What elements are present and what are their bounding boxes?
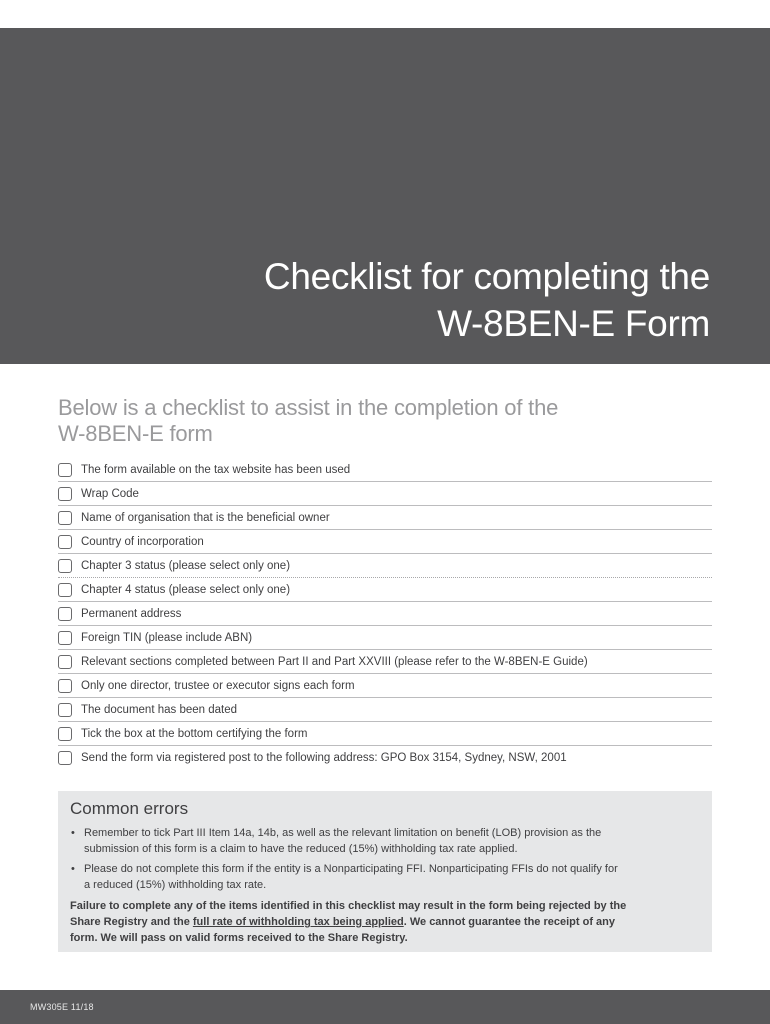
common-errors-list [70, 826, 702, 893]
footer-band [0, 990, 770, 1024]
common-error-item [70, 862, 702, 893]
checklist-item [58, 458, 712, 482]
checklist-item [58, 530, 712, 554]
checklist-item-label: Name of organisation that is the beneficial owner [81, 511, 330, 524]
checklist-item-label: The document has been dated [81, 703, 238, 716]
checklist-item [58, 698, 712, 722]
checklist-item-label: Chapter 4 status (please select only one) [81, 583, 291, 596]
failure-warning-line-1: Failure to complete any of the items identified in this checklist may result in the form being rejected by the [70, 900, 627, 912]
checklist-item [58, 722, 712, 746]
intro-line-2: W-8BEN-E form [58, 421, 213, 446]
failure-warning-line-2-end: . We cannot guarantee the receipt of any [403, 916, 616, 928]
checkbox[interactable] [58, 559, 72, 573]
common-errors-heading: Common errors [70, 799, 189, 818]
checklist-item [58, 578, 712, 602]
checkbox[interactable] [58, 607, 72, 621]
checklist-item [58, 674, 712, 698]
checklist-item [58, 554, 712, 578]
checkbox[interactable] [58, 631, 72, 645]
withholding-tax-emphasis: full rate of withholding tax being applied [192, 916, 404, 928]
common-error-line-2: a reduced (15%) withholding tax rate. [84, 878, 267, 891]
checklist-item [58, 506, 712, 530]
checkbox[interactable] [58, 679, 72, 693]
checklist-item-label: The form available on the tax website has been used [81, 463, 351, 476]
page-title-line-2: W-8BEN-E Form [437, 303, 710, 344]
common-error-line-1: Remember to tick Part III Item 14a, 14b, as well as the relevant limitation on benefit (LOB) provision as the [84, 827, 602, 839]
bullet-icon: • [71, 827, 75, 839]
common-error-line-2: submission of this form is a claim to have the reduced (15%) withholding tax rate applied. [84, 842, 518, 855]
intro-line-1: Below is a checklist to assist in the completion of the [58, 395, 559, 420]
checkbox[interactable] [58, 535, 72, 549]
failure-warning-line-3: form. We will pass on valid forms received to the Share Registry. [70, 932, 408, 944]
page-title [150, 253, 710, 347]
checklist-item-label: Only one director, trustee or executor signs each form [81, 679, 355, 692]
checkbox[interactable] [58, 703, 72, 717]
checklist-item-label: Foreign TIN (please include ABN) [81, 631, 253, 644]
checklist-item-label: Send the form via registered post to the following address: GPO Box 3154, Sydney, NSW, 2001 [81, 752, 567, 764]
checklist-item-label: Chapter 3 status (please select only one) [81, 559, 291, 572]
checkbox[interactable] [58, 511, 72, 525]
checklist-item [58, 650, 712, 674]
checklist-item-label: Wrap Code [81, 487, 139, 500]
checklist-item [58, 482, 712, 506]
checkbox[interactable] [58, 727, 72, 741]
common-errors-panel [58, 791, 712, 952]
checkbox[interactable] [58, 463, 72, 477]
bullet-icon: • [71, 863, 75, 875]
checklist-item-label: Relevant sections completed between Part II and Part XXVIII (please refer to the W-8BEN-E Guide) [81, 655, 588, 668]
checkbox[interactable] [58, 487, 72, 501]
checklist-item-label: Country of incorporation [81, 535, 204, 548]
checkbox[interactable] [58, 583, 72, 597]
checkbox[interactable] [58, 751, 72, 765]
failure-warning-line-2-start: Share Registry and the [70, 916, 193, 928]
common-error-item [70, 826, 702, 857]
checklist-item [58, 626, 712, 650]
checkbox[interactable] [58, 655, 72, 669]
failure-warning [70, 898, 702, 946]
checklist [58, 458, 712, 770]
checklist-item-label: Permanent address [81, 607, 182, 620]
document-code: MW305E 11/18 [30, 1002, 94, 1012]
page-title-line-1: Checklist for completing the [263, 256, 710, 297]
checklist-item-label: Tick the box at the bottom certifying the form [81, 727, 308, 740]
common-error-line-1: Please do not complete this form if the entity is a Nonparticipating FFI. Nonparticipating FFIs do not qualify for [84, 863, 618, 875]
checklist-item [58, 746, 712, 770]
checklist-item [58, 602, 712, 626]
intro-heading [58, 395, 698, 447]
